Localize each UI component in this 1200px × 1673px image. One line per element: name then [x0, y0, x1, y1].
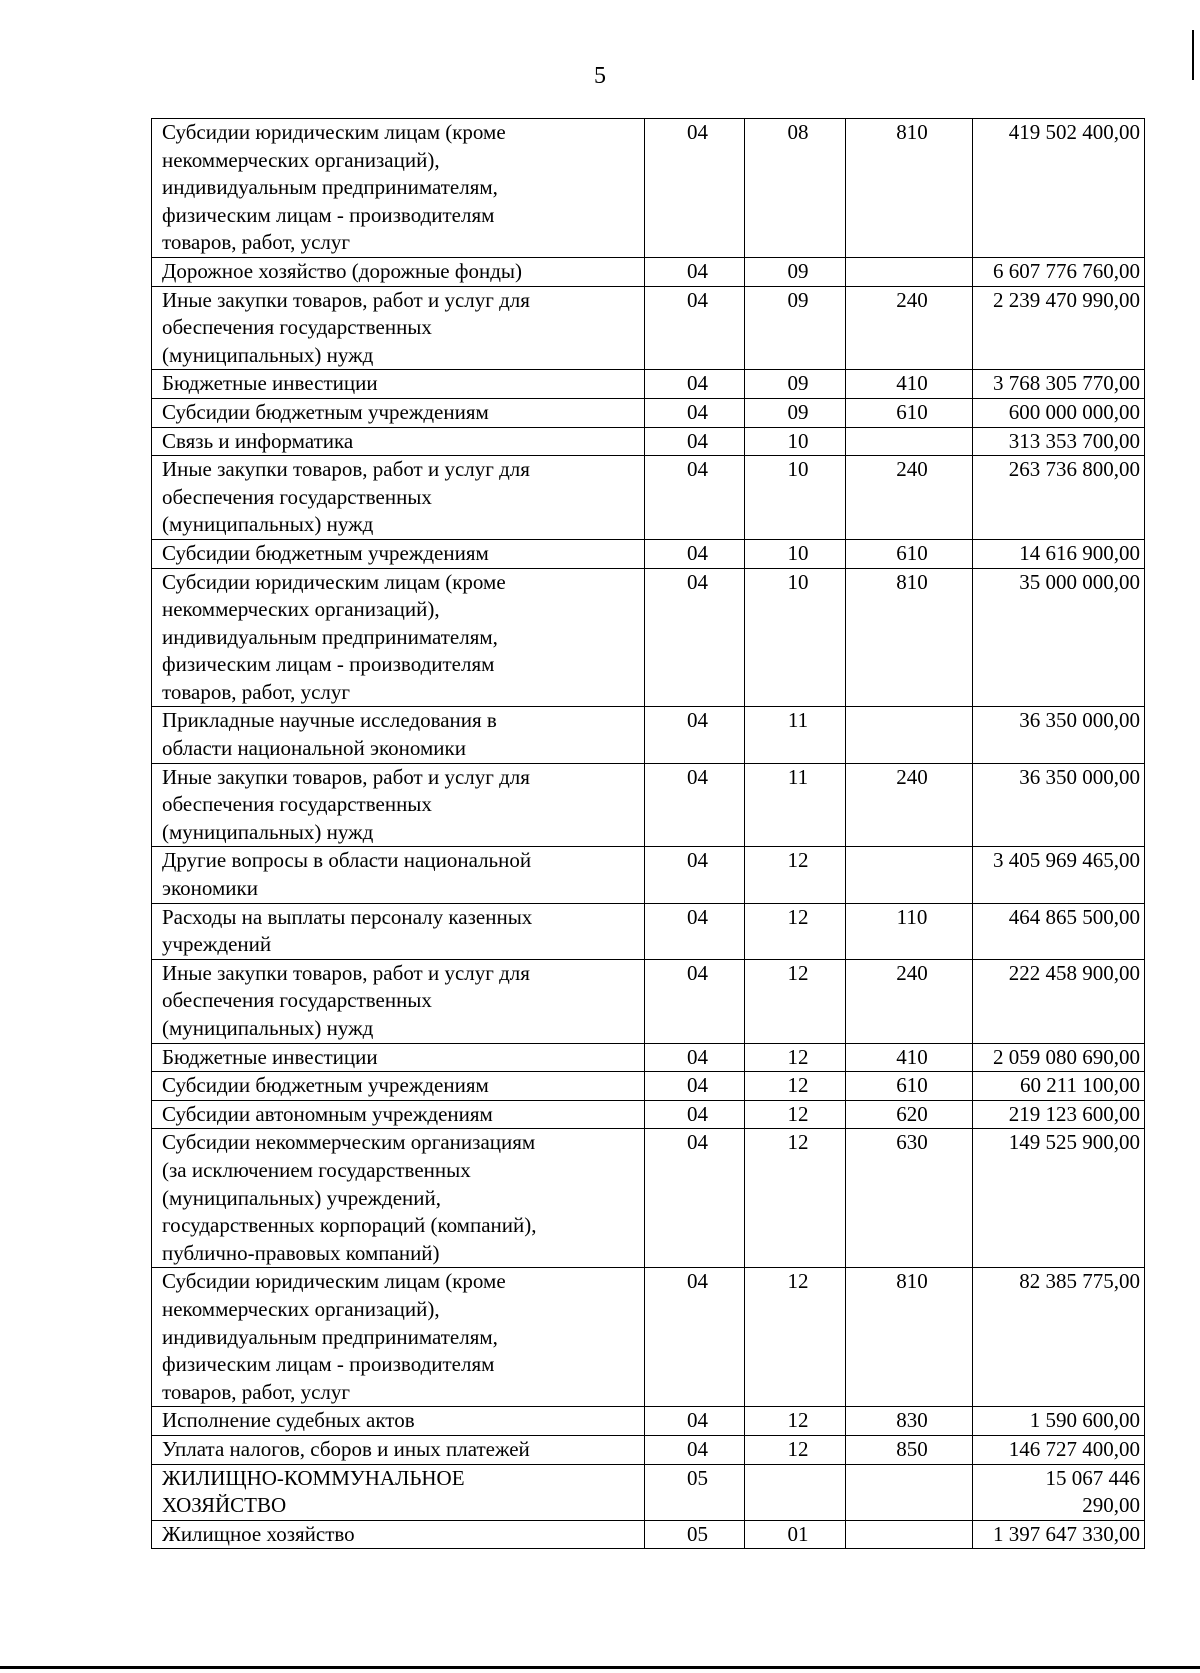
expense-name-cell: [152, 1043, 645, 1072]
expense-name-cell: [152, 707, 645, 763]
expense-name-line: физическим лицам - производителям: [162, 1352, 495, 1377]
expense-name-cell: [152, 568, 645, 707]
subsection-code-cell: 12: [745, 1407, 846, 1436]
expense-name-line: (муниципальных) учреждений,: [162, 1185, 441, 1210]
expense-name-line: Уплата налогов, сборов и иных платежей: [162, 1436, 530, 1461]
subsection-code-cell: 12: [745, 1100, 846, 1129]
expense-name-cell: [152, 1100, 645, 1129]
expense-name-line: (муниципальных) нужд: [162, 1016, 374, 1040]
expense-name-line: области национальной экономики: [162, 736, 466, 761]
expense-name-line: обеспечения государственных: [162, 484, 432, 509]
expense-name-line: Дорожное хозяйство (дорожные фонды): [162, 258, 523, 283]
expense-name-line: физическим лицам - производителям: [162, 202, 495, 227]
subsection-code-cell: 09: [745, 370, 846, 399]
expense-type-code-cell: [846, 1520, 973, 1549]
table-row: [152, 286, 1145, 370]
amount-cell: 36 350 000,00: [973, 763, 1145, 847]
expense-type-code-cell: 110: [846, 903, 973, 959]
expense-type-code-cell: [846, 1464, 973, 1520]
section-code-cell: 04: [645, 257, 745, 286]
section-code-cell: 04: [645, 1407, 745, 1436]
expense-name-cell: [152, 1464, 645, 1520]
section-code-cell: 04: [645, 1100, 745, 1129]
section-code-cell: 04: [645, 286, 745, 370]
expense-name-line: обеспечения государственных: [162, 792, 432, 817]
table-row: [152, 1407, 1145, 1436]
section-code-cell: 04: [645, 539, 745, 568]
expense-type-code-cell: 630: [846, 1129, 973, 1268]
table-row: [152, 959, 1145, 1043]
expense-type-code-cell: 610: [846, 398, 973, 427]
section-code-cell: 05: [645, 1520, 745, 1549]
expense-name-line: Связь и информатика: [162, 428, 354, 453]
expense-name-line: (муниципальных) нужд: [162, 819, 374, 844]
subsection-code-cell: 01: [745, 1520, 846, 1549]
section-code-cell: 04: [645, 119, 745, 258]
subsection-code-cell: 09: [745, 398, 846, 427]
expense-name-line: Исполнение судебных актов: [162, 1408, 415, 1433]
amount-cell: 419 502 400,00: [973, 119, 1145, 258]
expense-type-code-cell: 410: [846, 370, 973, 399]
expense-name-line: обеспечения государственных: [162, 315, 432, 340]
table-row: [152, 707, 1145, 763]
expense-type-code-cell: 850: [846, 1435, 973, 1464]
expense-name-cell: [152, 257, 645, 286]
table-row: [152, 119, 1145, 258]
section-code-cell: 05: [645, 1464, 745, 1520]
expense-type-code-cell: 620: [846, 1100, 973, 1129]
expense-name-line: Бюджетные инвестиции: [162, 371, 378, 396]
expense-type-code-cell: 240: [846, 456, 973, 540]
amount-cell: 14 616 900,00: [973, 539, 1145, 568]
expense-name-line: обеспечения государственных: [162, 988, 432, 1013]
expense-type-code-cell: 610: [846, 539, 973, 568]
amount-cell: 82 385 775,00: [973, 1268, 1145, 1407]
section-code-cell: 04: [645, 1072, 745, 1101]
section-code-cell: 04: [645, 1043, 745, 1072]
expense-name-line: товаров, работ, услуг: [162, 679, 351, 704]
expense-name-line: некоммерческих организаций),: [162, 1296, 440, 1321]
table-row: [152, 1129, 1145, 1268]
table-row: [152, 1072, 1145, 1101]
section-code-cell: 04: [645, 1129, 745, 1268]
section-code-cell: 04: [645, 568, 745, 707]
expense-name-line: Субсидии бюджетным учреждениям: [162, 1073, 489, 1098]
subsection-code-cell: 12: [745, 1268, 846, 1407]
table-row: [152, 398, 1145, 427]
section-code-cell: 04: [645, 1435, 745, 1464]
expense-type-code-cell: [846, 847, 973, 903]
table-row: [152, 1520, 1145, 1549]
expense-name-line: Иные закупки товаров, работ и услуг для: [162, 960, 530, 985]
expense-name-cell: [152, 1268, 645, 1407]
amount-cell: 222 458 900,00: [973, 959, 1145, 1043]
expense-name-cell: [152, 427, 645, 456]
subsection-code-cell: 11: [745, 763, 846, 847]
subsection-code-cell: 11: [745, 707, 846, 763]
table-row: [152, 1268, 1145, 1407]
subsection-code-cell: 08: [745, 119, 846, 258]
subsection-code-cell: 12: [745, 1129, 846, 1268]
amount-cell: 60 211 100,00: [973, 1072, 1145, 1101]
subsection-code-cell: 10: [745, 456, 846, 540]
expense-name-line: физическим лицам - производителям: [162, 652, 495, 677]
expense-name-cell: [152, 1129, 645, 1268]
expense-name-line: (муниципальных) нужд: [162, 512, 374, 537]
subsection-code-cell: [745, 1464, 846, 1520]
table-row: [152, 427, 1145, 456]
expense-type-code-cell: [846, 257, 973, 286]
expense-type-code-cell: 240: [846, 286, 973, 370]
expense-name-line: некоммерческих организаций),: [162, 597, 440, 622]
expense-type-code-cell: 830: [846, 1407, 973, 1436]
table-row: [152, 370, 1145, 399]
expense-name-cell: [152, 456, 645, 540]
scan-bottom-rule: [0, 1666, 1200, 1669]
table-row: [152, 456, 1145, 540]
expense-name-line: Субсидии автономным учреждениям: [162, 1101, 493, 1126]
subsection-code-cell: 12: [745, 1072, 846, 1101]
table-row: [152, 1435, 1145, 1464]
expense-name-line: (муниципальных) нужд: [162, 342, 374, 367]
expense-name-line: Иные закупки товаров, работ и услуг для: [162, 457, 530, 482]
amount-cell: 146 727 400,00: [973, 1435, 1145, 1464]
expense-type-code-cell: 240: [846, 959, 973, 1043]
section-code-cell: 04: [645, 456, 745, 540]
expense-name-line: Жилищное хозяйство: [162, 1521, 355, 1546]
table-row: [152, 257, 1145, 286]
expense-name-line: некоммерческих организаций),: [162, 147, 440, 172]
expense-name-line: ЖИЛИЩНО-КОММУНАЛЬНОЕ: [162, 1465, 465, 1490]
section-code-cell: 04: [645, 903, 745, 959]
expense-name-line: Расходы на выплаты персоналу казенных: [162, 904, 533, 929]
section-code-cell: 04: [645, 370, 745, 399]
section-code-cell: 04: [645, 847, 745, 903]
amount-cell: 263 736 800,00: [973, 456, 1145, 540]
section-code-cell: 04: [645, 1268, 745, 1407]
amount-cell: 464 865 500,00: [973, 903, 1145, 959]
amount-cell: 3 405 969 465,00: [973, 847, 1145, 903]
table-row: [152, 847, 1145, 903]
expense-name-line: экономики: [162, 876, 258, 901]
expense-name-cell: [152, 1435, 645, 1464]
subsection-code-cell: 10: [745, 539, 846, 568]
amount-cell: 2 059 080 690,00: [973, 1043, 1145, 1072]
table-row: [152, 1100, 1145, 1129]
expense-name-line: публично-правовых компаний): [162, 1240, 440, 1265]
expense-name-cell: [152, 398, 645, 427]
expense-name-cell: [152, 847, 645, 903]
subsection-code-cell: 12: [745, 903, 846, 959]
expense-name-line: индивидуальным предпринимателям,: [162, 624, 498, 649]
table-row: [152, 1464, 1145, 1520]
scan-edge-mark: [1192, 30, 1194, 80]
table-row: [152, 539, 1145, 568]
expense-name-cell: [152, 1072, 645, 1101]
amount-cell: 219 123 600,00: [973, 1100, 1145, 1129]
subsection-code-cell: 09: [745, 286, 846, 370]
section-code-cell: 04: [645, 959, 745, 1043]
expense-name-line: индивидуальным предпринимателям,: [162, 175, 498, 200]
expense-name-cell: [152, 286, 645, 370]
subsection-code-cell: 12: [745, 1435, 846, 1464]
expense-name-line: Субсидии юридическим лицам (кроме: [162, 569, 506, 594]
subsection-code-cell: 10: [745, 568, 846, 707]
section-code-cell: 04: [645, 707, 745, 763]
expense-name-line: Иные закупки товаров, работ и услуг для: [162, 287, 530, 312]
page-number: 5: [594, 63, 606, 89]
expense-name-line: Субсидии некоммерческим организациям: [162, 1130, 536, 1155]
expense-type-code-cell: 240: [846, 763, 973, 847]
expense-name-line: ХОЗЯЙСТВО: [162, 1493, 287, 1518]
subsection-code-cell: 12: [745, 1043, 846, 1072]
expense-name-line: Прикладные научные исследования в: [162, 708, 497, 733]
subsection-code-cell: 10: [745, 427, 846, 456]
expense-name-line: индивидуальным предпринимателям,: [162, 1324, 498, 1349]
amount-cell: 1 590 600,00: [973, 1407, 1145, 1436]
expense-type-code-cell: 410: [846, 1043, 973, 1072]
expense-type-code-cell: 810: [846, 568, 973, 707]
expense-name-line: Субсидии юридическим лицам (кроме: [162, 1269, 506, 1294]
subsection-code-cell: 12: [745, 847, 846, 903]
subsection-code-cell: 09: [745, 257, 846, 286]
expense-name-line: Другие вопросы в области национальной: [162, 848, 532, 873]
expense-type-code-cell: [846, 707, 973, 763]
amount-cell: 313 353 700,00: [973, 427, 1145, 456]
expense-name-line: Иные закупки товаров, работ и услуг для: [162, 764, 530, 789]
subsection-code-cell: 12: [745, 959, 846, 1043]
table-row: [152, 1043, 1145, 1072]
section-code-cell: 04: [645, 763, 745, 847]
expense-name-line: государственных корпораций (компаний),: [162, 1213, 537, 1238]
amount-cell: 600 000 000,00: [973, 398, 1145, 427]
expense-name-line: Бюджетные инвестиции: [162, 1044, 378, 1069]
amount-cell: 1 397 647 330,00: [973, 1520, 1145, 1549]
section-code-cell: 04: [645, 398, 745, 427]
amount-cell: 35 000 000,00: [973, 568, 1145, 707]
amount-cell: 3 768 305 770,00: [973, 370, 1145, 399]
expense-name-line: Субсидии юридическим лицам (кроме: [162, 120, 506, 144]
expense-name-line: товаров, работ, услуг: [162, 230, 351, 255]
expense-name-line: Субсидии бюджетным учреждениям: [162, 399, 489, 424]
expense-name-cell: [152, 119, 645, 258]
expense-name-line: (за исключением государственных: [162, 1157, 471, 1182]
amount-cell: 2 239 470 990,00: [973, 286, 1145, 370]
amount-cell: 15 067 446 290,00: [973, 1464, 1145, 1520]
expense-name-cell: [152, 1407, 645, 1436]
amount-cell: 6 607 776 760,00: [973, 257, 1145, 286]
amount-cell: 149 525 900,00: [973, 1129, 1145, 1268]
expense-name-cell: [152, 1520, 645, 1549]
expense-type-code-cell: [846, 427, 973, 456]
expense-name-cell: [152, 539, 645, 568]
expense-name-line: товаров, работ, услуг: [162, 1379, 351, 1404]
expense-name-line: Субсидии бюджетным учреждениям: [162, 540, 489, 565]
expense-name-cell: [152, 763, 645, 847]
expense-name-line: учреждений: [162, 932, 272, 957]
table-row: [152, 763, 1145, 847]
amount-cell: 36 350 000,00: [973, 707, 1145, 763]
budget-table: [151, 118, 1145, 1549]
expense-type-code-cell: 810: [846, 1268, 973, 1407]
expense-name-cell: [152, 959, 645, 1043]
table-row: [152, 568, 1145, 707]
expense-type-code-cell: 810: [846, 119, 973, 258]
expense-name-cell: [152, 903, 645, 959]
section-code-cell: 04: [645, 427, 745, 456]
expense-type-code-cell: 610: [846, 1072, 973, 1101]
expense-name-cell: [152, 370, 645, 399]
table-row: [152, 903, 1145, 959]
